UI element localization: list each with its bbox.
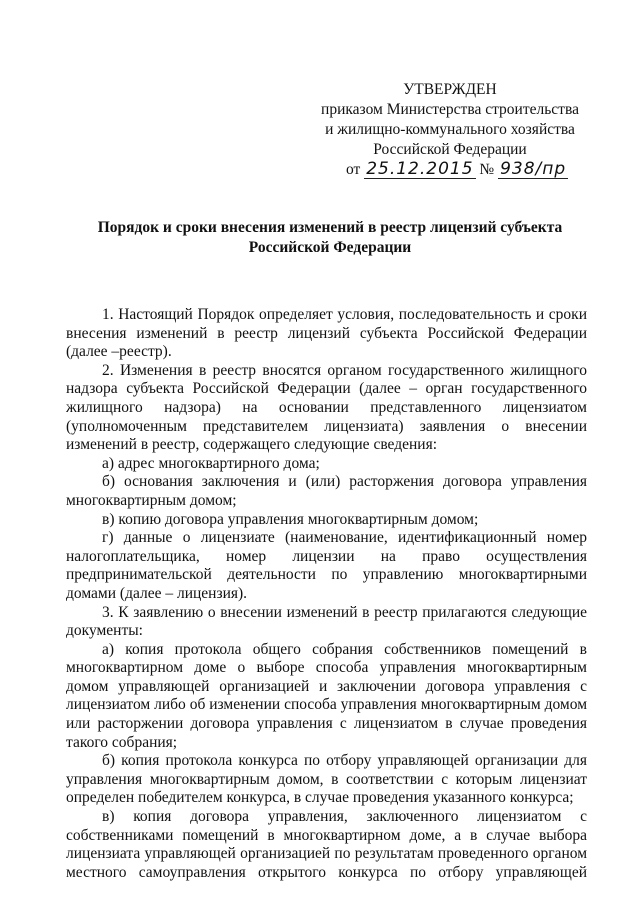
- date-prefix: от: [346, 161, 361, 178]
- paragraph-3: 3. К заявлению о внесении изменений в реестр прилагаются следующие документы:: [66, 603, 587, 640]
- list-item-a: а) адрес многоквартирного дома;: [102, 454, 320, 472]
- title-line: Российской Федерации: [248, 239, 412, 256]
- title-line: Порядок и сроки внесения изменений в реестр лицензий субъекта: [97, 219, 563, 236]
- approval-line: Российской Федерации: [373, 141, 527, 158]
- number-prefix: №: [479, 161, 495, 178]
- document-body: [66, 306, 587, 882]
- doc-item-b: б) копия протокола конкурса по отбору управляющей организации для управления многоквартирным домом, в соответствии с которым лицензиат определен победителем конкурса, в случае проведения указанного конкурса;: [66, 752, 587, 807]
- approval-heading: УТВЕРЖДЕН: [403, 81, 497, 98]
- approval-line: и жилищно-коммунального хозяйства: [325, 121, 575, 138]
- list-item-v: в) копию договора управления многоквартирным домом;: [102, 510, 479, 528]
- handwritten-date: 25.12.2015: [366, 159, 474, 179]
- list-item-b: б) основания заключения и (или) расторжения договора управления многоквартирным домом;: [66, 473, 587, 509]
- approval-block: [300, 80, 600, 160]
- paragraph-2: 2. Изменения в реестр вносятся органом государственного жилищного надзора субъекта Российской Федерации (далее – орган государственного жилищного надзора) на основании представленного лицензиатом (уполномоченным представителем лицензиата) заявления о внесении изменений в реестр, содержащего следующие сведения:: [66, 361, 587, 454]
- approval-line: приказом Министерства строительства: [321, 101, 579, 118]
- handwritten-number: 938/пр: [500, 159, 567, 179]
- doc-item-a: а) копия протокола общего собрания собственников помещений в многоквартирном доме о выборе способа управления многоквартирным домом управляющей организацией и заключении договора управления с лицензиатом либо об изменении способа управления многоквартирным домом или расторжении договора управления с лицензиатом в случае проведения такого собрания;: [66, 640, 587, 751]
- doc-item-v: в) копия договора управления, заключенного лицензиатом с собственниками помещений в многоквартирном доме, а в случае выбора лицензиата управляющей организацией по результатам проведенного органом местного самоуправления открытого конкурса по отбору управляющей: [66, 808, 587, 881]
- document-title: [70, 218, 590, 258]
- list-item-g: г) данные о лицензиате (наименование, идентификационный номер налогоплательщика, номер лицензии на право осуществления предпринимательской деятельности по управлению многоквартирными домами (далее – лицензия).: [66, 529, 587, 602]
- order-date-number: [346, 160, 568, 179]
- paragraph-1: 1. Настоящий Порядок определяет условия, последовательность и сроки внесения изменений в реестр лицензий субъекта Российской Федерации (далее –реестр).: [66, 306, 587, 361]
